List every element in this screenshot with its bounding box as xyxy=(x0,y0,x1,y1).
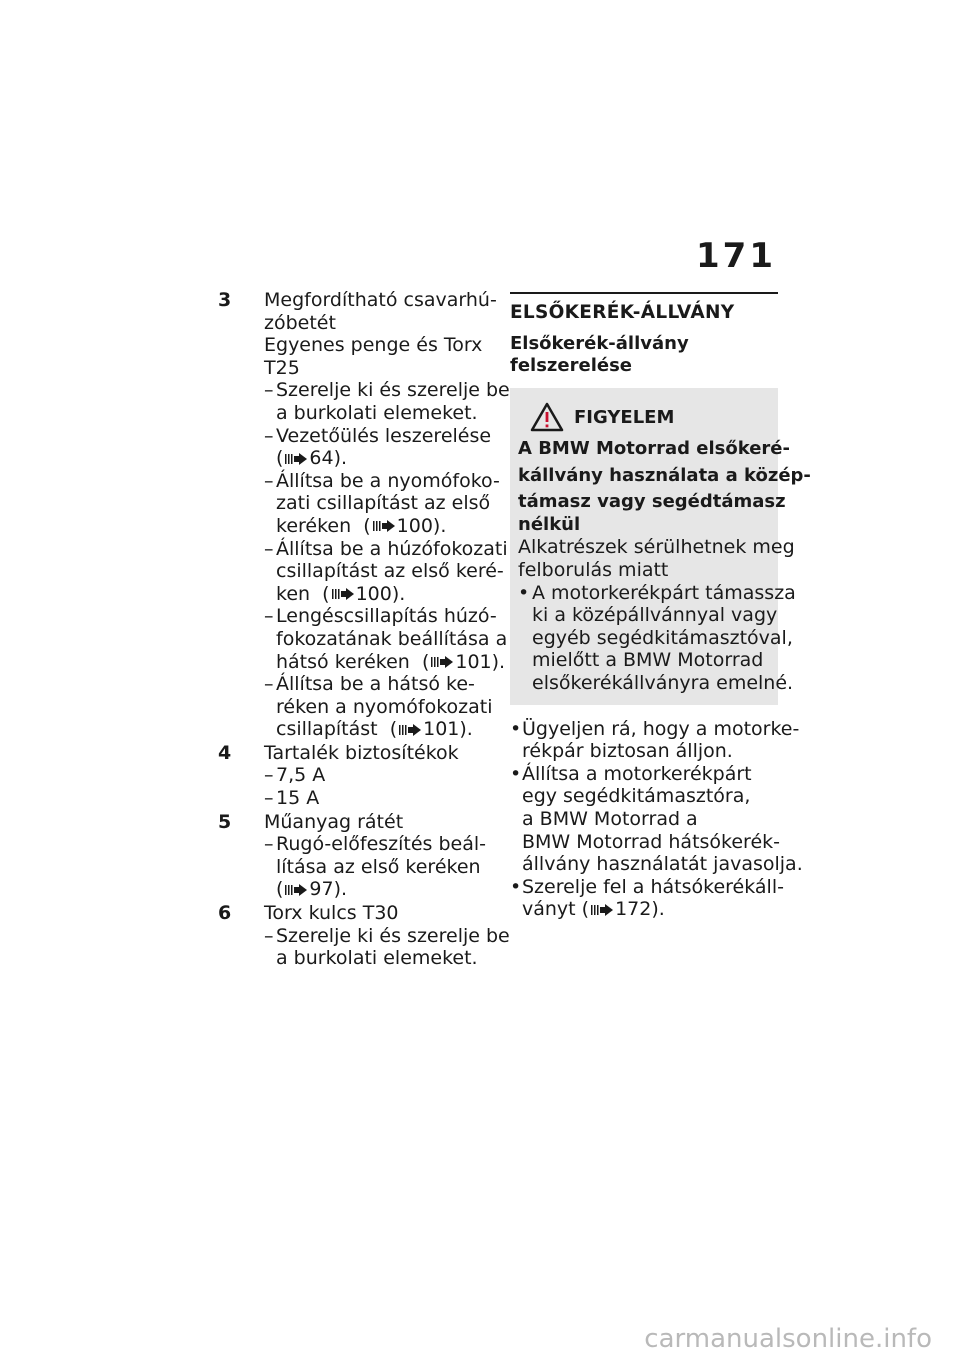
dash-marker: – xyxy=(264,787,274,810)
bullet-text: BMW Motorrad hátsókerék- xyxy=(522,830,780,853)
step-text: Állítsa be a nyomófoko- xyxy=(276,469,500,492)
bullet-text: Szerelje fel a hátsókerékáll- xyxy=(522,875,784,898)
step xyxy=(264,787,486,810)
page-reference[interactable] xyxy=(522,898,778,921)
page-reference[interactable]: ( 64). xyxy=(276,447,348,470)
step-text: a burkolati elemeket. xyxy=(276,947,478,970)
page-reference[interactable]: csillapítást ( 101). xyxy=(276,718,473,741)
step-text: Lengéscsillapítás húzó- xyxy=(276,605,497,628)
page-number: 171 xyxy=(696,236,776,276)
warning-lead: támasz vagy segédtámasz xyxy=(518,491,786,513)
step xyxy=(264,764,486,787)
page-reference-arrow-icon xyxy=(285,884,307,896)
page-reference-arrow-icon xyxy=(285,453,307,465)
step-text: Állítsa be a húzófokozati xyxy=(276,537,508,560)
step-text: csillapítást xyxy=(276,718,378,741)
page-reference-number: 97). xyxy=(309,878,348,901)
step-text: réken a nyomófokozati xyxy=(276,695,493,718)
item-text: Egyenes penge és Torx xyxy=(264,334,483,357)
page-reference[interactable]: hátsó keréken ( 101). xyxy=(276,650,506,673)
section-title: ELSŐKERÉK-ÁLLVÁNY xyxy=(510,302,735,323)
bullet-marker: • xyxy=(510,717,522,740)
left-column xyxy=(218,288,510,970)
page-reference-arrow-icon xyxy=(332,588,354,600)
step-text: a burkolati elemeket. xyxy=(276,401,478,424)
bullet-text: a BMW Motorrad a xyxy=(522,807,698,830)
watermark-logo[interactable]: carmanualsonline.info xyxy=(644,1324,932,1354)
page-reference-arrow-icon xyxy=(399,724,421,736)
warning-box xyxy=(510,388,811,705)
step-text: Állítsa be a hátsó ke- xyxy=(276,673,475,696)
item-number: 4 xyxy=(218,741,232,764)
item-text: Műanyag rátét xyxy=(264,810,404,833)
warning-text: felborulás miatt xyxy=(518,558,669,581)
step-text: 7,5 A xyxy=(276,764,326,787)
dash-marker: – xyxy=(264,833,274,856)
subsection-heading: Elsőkerék-állvány felszerelése xyxy=(510,333,689,376)
dash-marker: – xyxy=(264,537,274,560)
right-column xyxy=(510,292,811,921)
warning-bullet-text: elsőkerékállványra emelné. xyxy=(532,671,794,694)
bullet-marker: • xyxy=(518,581,530,604)
step xyxy=(264,924,510,970)
step xyxy=(264,673,493,741)
list-item xyxy=(218,902,510,970)
warning-lead: nélkül xyxy=(518,513,581,535)
dash-marker: – xyxy=(264,605,274,628)
bullet-text: állvány használatát javasolja. xyxy=(522,853,803,876)
step-text: Rugó-előfeszítés beál- xyxy=(276,833,487,856)
item-text: Torx kulcs T30 xyxy=(264,902,399,925)
warning-bullet-text: mielőtt a BMW Motorrad xyxy=(532,649,764,672)
bullet-marker: • xyxy=(510,762,522,785)
item-text: Megfordítható csavarhú- xyxy=(264,289,497,311)
list-item xyxy=(510,875,784,921)
warning-bullet-text: ki a középállvánnyal vagy xyxy=(532,604,778,627)
dash-marker: – xyxy=(264,469,274,492)
step xyxy=(264,605,508,673)
step xyxy=(264,537,508,606)
step xyxy=(264,379,510,424)
dash-marker: – xyxy=(264,924,274,947)
warning-bullet-text: egyéb segédkitámasztóval, xyxy=(532,626,793,649)
dash-marker: – xyxy=(264,379,274,402)
list-item xyxy=(510,717,800,763)
page-reference-number: 100). xyxy=(355,582,406,605)
bullet-text: ványt ( xyxy=(522,898,590,921)
step-text: keréken xyxy=(276,514,352,537)
step-text: lítása az első keréken xyxy=(276,855,481,878)
step-text: Vezetőülés leszerelése xyxy=(276,424,492,447)
list-item xyxy=(218,811,486,901)
step-text: csillapítást az első keré- xyxy=(276,560,504,583)
page-reference-arrow-icon xyxy=(591,904,613,916)
dash-marker: – xyxy=(264,673,274,696)
instruction-list xyxy=(510,717,803,921)
warning-triangle-icon xyxy=(530,402,564,432)
page-reference-number: 64). xyxy=(309,447,348,470)
item-text: T25 xyxy=(264,356,300,379)
step-text: fokozatának beállítása a xyxy=(276,627,508,650)
bullet-marker: • xyxy=(510,875,522,898)
warning-lead: kállvány használata a közép- xyxy=(518,464,811,486)
dash-marker: – xyxy=(264,424,274,447)
step-text: ken xyxy=(276,582,311,605)
page-reference-arrow-icon xyxy=(373,520,395,532)
page-reference-number: 172). xyxy=(615,898,665,921)
page-reference[interactable]: keréken ( 100). xyxy=(276,514,447,537)
page-reference[interactable]: ( 97). xyxy=(276,878,348,901)
item-text: zóbetét xyxy=(264,311,336,334)
bullet-text: Ügyeljen rá, hogy a motorke- xyxy=(522,717,800,740)
page-reference-number: 101). xyxy=(455,650,506,673)
item-number: 6 xyxy=(218,902,232,925)
page-reference[interactable]: ken ( 100). xyxy=(276,582,406,605)
page-reference-number: 101). xyxy=(423,718,473,741)
step-text: hátsó keréken xyxy=(276,650,410,673)
bullet-text: rékpár biztosan álljon. xyxy=(522,740,733,763)
warning-bullet-text: A motorkerékpárt támassza xyxy=(532,581,796,604)
step-text: zati csillapítást az első xyxy=(276,492,491,515)
step-text: Szerelje ki és szerelje be xyxy=(276,924,510,947)
item-text: Tartalék biztosítékok xyxy=(264,741,459,764)
bullet-text: Állítsa a motorkerékpárt xyxy=(522,762,752,785)
step xyxy=(264,424,492,470)
item-number: 5 xyxy=(218,810,232,833)
warning-lead: A BMW Motorrad elsőkeré- xyxy=(518,438,790,459)
item-number: 3 xyxy=(218,289,232,311)
warning-title: FIGYELEM xyxy=(574,406,675,428)
step xyxy=(264,833,486,901)
list-item xyxy=(218,289,510,741)
warning-header xyxy=(518,400,770,434)
page-reference-arrow-icon xyxy=(431,656,453,668)
step-text: Szerelje ki és szerelje be xyxy=(276,379,510,402)
list-item xyxy=(510,762,803,876)
warning-text: Alkatrészek sérülhetnek meg xyxy=(518,536,795,559)
page-reference-number: 100). xyxy=(396,514,447,537)
step-text: 15 A xyxy=(276,787,320,810)
section-divider xyxy=(510,292,778,294)
list-item xyxy=(218,742,486,810)
warning-bullet xyxy=(518,581,796,695)
step xyxy=(264,469,500,538)
bullet-text: egy segédkitámasztóra, xyxy=(522,785,751,808)
dash-marker: – xyxy=(264,764,274,787)
